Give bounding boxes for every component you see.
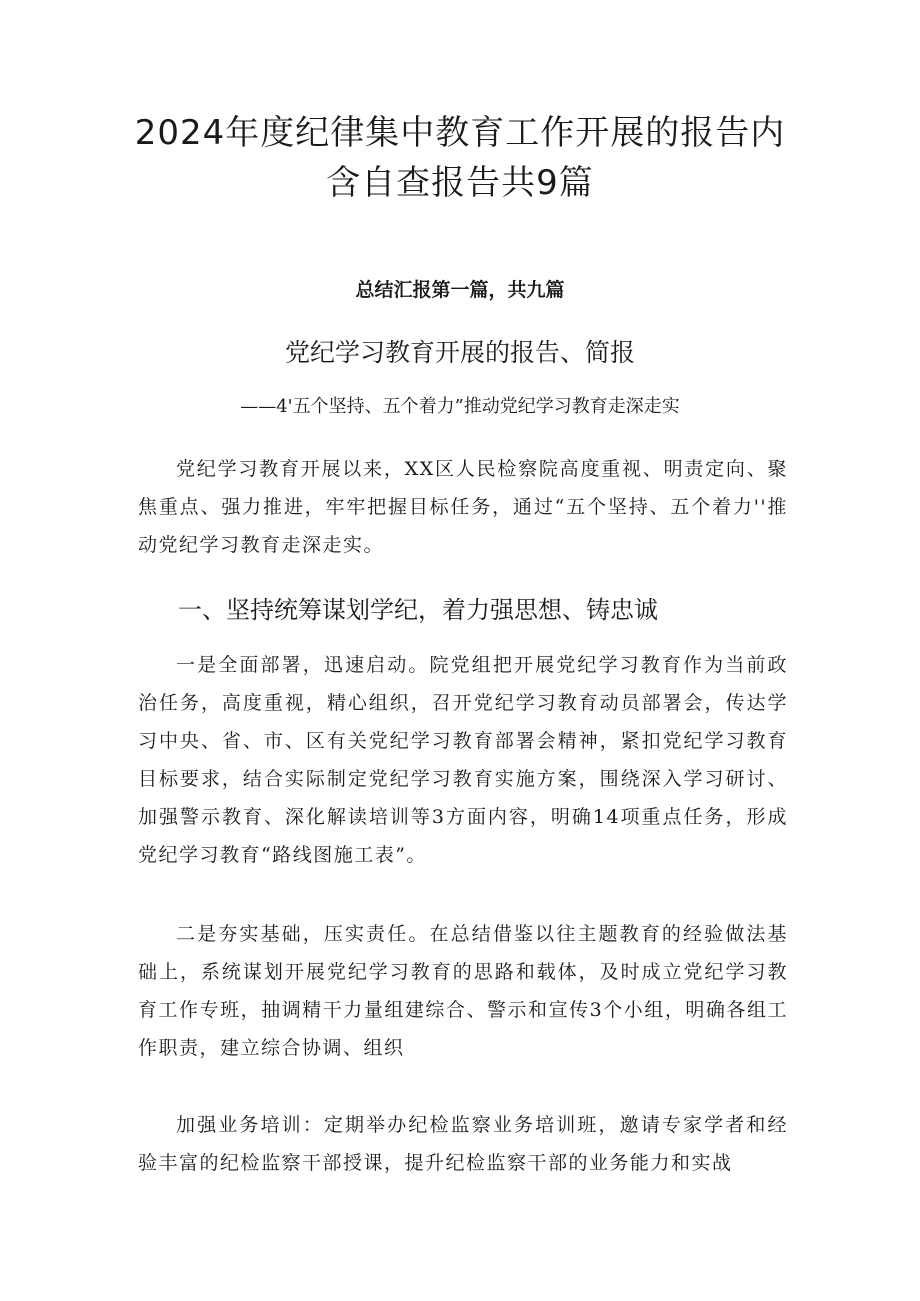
paragraph-3: 加强业务培训：定期举办纪检监察业务培训班，邀请专家学者和经验丰富的纪检监察干部授课，提升纪检监察干部的业务能力和实战 [138, 1114, 788, 1174]
document-title [100, 108, 820, 208]
report-subtitle: ——4'五个坚持、五个着力”推动党纪学习教育走深走实 [240, 396, 680, 417]
paragraph-1: 一是全面部署，迅速启动。院党组把开展党纪学习教育作为当前政治任务，高度重视，精心组织，召开党纪学习教育动员部署会，传达学习中央、省、市、区有关党纪学习教育部署会精神，紧扣党纪学习教育目标要求，结合实际制定党纪学习教育实施方案，围绕深入学习研讨、加强警示教育、深化解读培训等3方面内容，明确14项重点任务，形成党纪学习教育“路线图施工表”。 [138, 654, 788, 866]
title-line-2: 含自查报告共9篇 [326, 163, 594, 203]
title-line-1: 2024年度纪律集中教育工作开展的报告内 [134, 113, 786, 153]
section-label: 总结汇报第一篇，共九篇 [355, 279, 565, 301]
report-title: 党纪学习教育开展的报告、简报 [284, 338, 635, 367]
section-heading-1: 一、坚持统筹谋划学纪，着力强思想、铸忠诚 [178, 596, 658, 624]
intro-paragraph: 党纪学习教育开展以来，XX区人民检察院高度重视、明责定向、聚焦重点、强力推进，牢牢把握目标任务，通过“五个坚持、五个着力''推动党纪学习教育走深走实。 [138, 458, 788, 556]
paragraph-2: 二是夯实基础，压实责任。在总结借鉴以往主题教育的经验做法基础上，系统谋划开展党纪学习教育的思路和载体，及时成立党纪学习教育工作专班，抽调精干力量组建综合、警示和宣传3个小组，明确各组工作职责，建立综合协调、组织 [138, 923, 788, 1059]
